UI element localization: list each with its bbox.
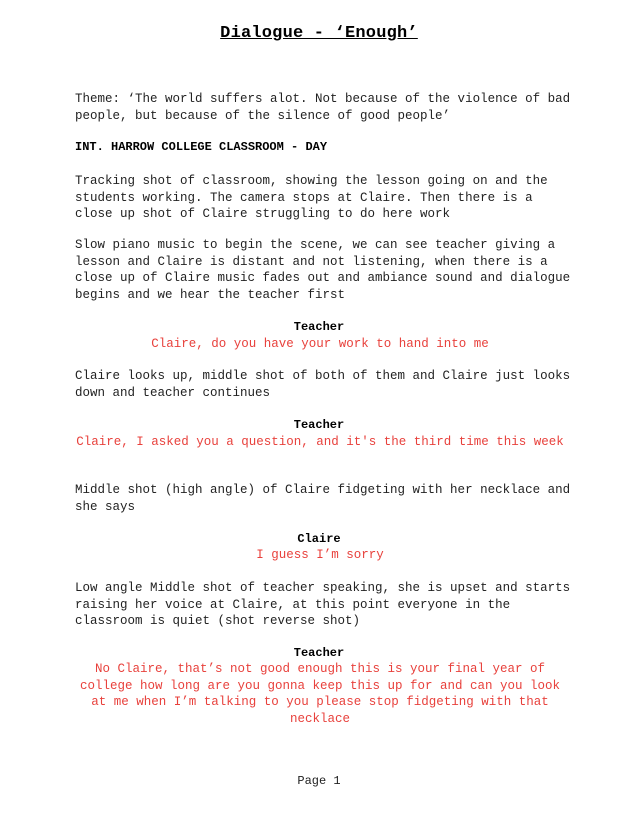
character-name: Claire — [297, 532, 341, 546]
dialogue-line: Claire, I asked you a question, and it's the third time this week — [76, 435, 564, 449]
character-name: Teacher — [293, 320, 345, 334]
action-paragraph: Slow piano music to begin the scene, we can see teacher giving a lesson and Claire is distant and not listening, when there is a close up of Claire music fades out and ambiance sound and dialogue begins and we hear the teacher first — [75, 238, 571, 302]
character-name: Teacher — [293, 646, 345, 660]
action-paragraph: Low angle Middle shot of teacher speaking, she is upset and starts raising her voice at Claire, at this point everyone in the classroom is quiet (shot reverse shot) — [75, 581, 571, 628]
action-paragraph: Middle shot (high angle) of Claire fidgeting with her necklace and she says — [75, 483, 571, 514]
theme-paragraph: Theme: ‘The world suffers alot. Not because of the violence of bad people, but because of the silence of good people’ — [75, 92, 571, 123]
dialogue-line: No Claire, that’s not good enough this is your final year of college how long are you gonna keep this up for and can you look at me when I’m talking to you please stop fidgeting with that necklace — [79, 662, 561, 726]
document-title: Dialogue - ‘Enough’ — [220, 24, 418, 43]
dialogue-line: I guess I’m sorry — [256, 548, 384, 562]
action-paragraph: Claire looks up, middle shot of both of them and Claire just looks down and teacher continues — [75, 369, 571, 400]
character-name: Teacher — [293, 418, 345, 432]
page-number: Page 1 — [297, 774, 341, 788]
dialogue-line: Claire, do you have your work to hand into me — [151, 337, 489, 351]
action-paragraph: Tracking shot of classroom, showing the lesson going on and the students working. The camera stops at Claire. Then there is a close up shot of Claire struggling to do here work — [75, 174, 548, 221]
scene-heading: INT. HARROW COLLEGE CLASSROOM - DAY — [75, 140, 328, 154]
